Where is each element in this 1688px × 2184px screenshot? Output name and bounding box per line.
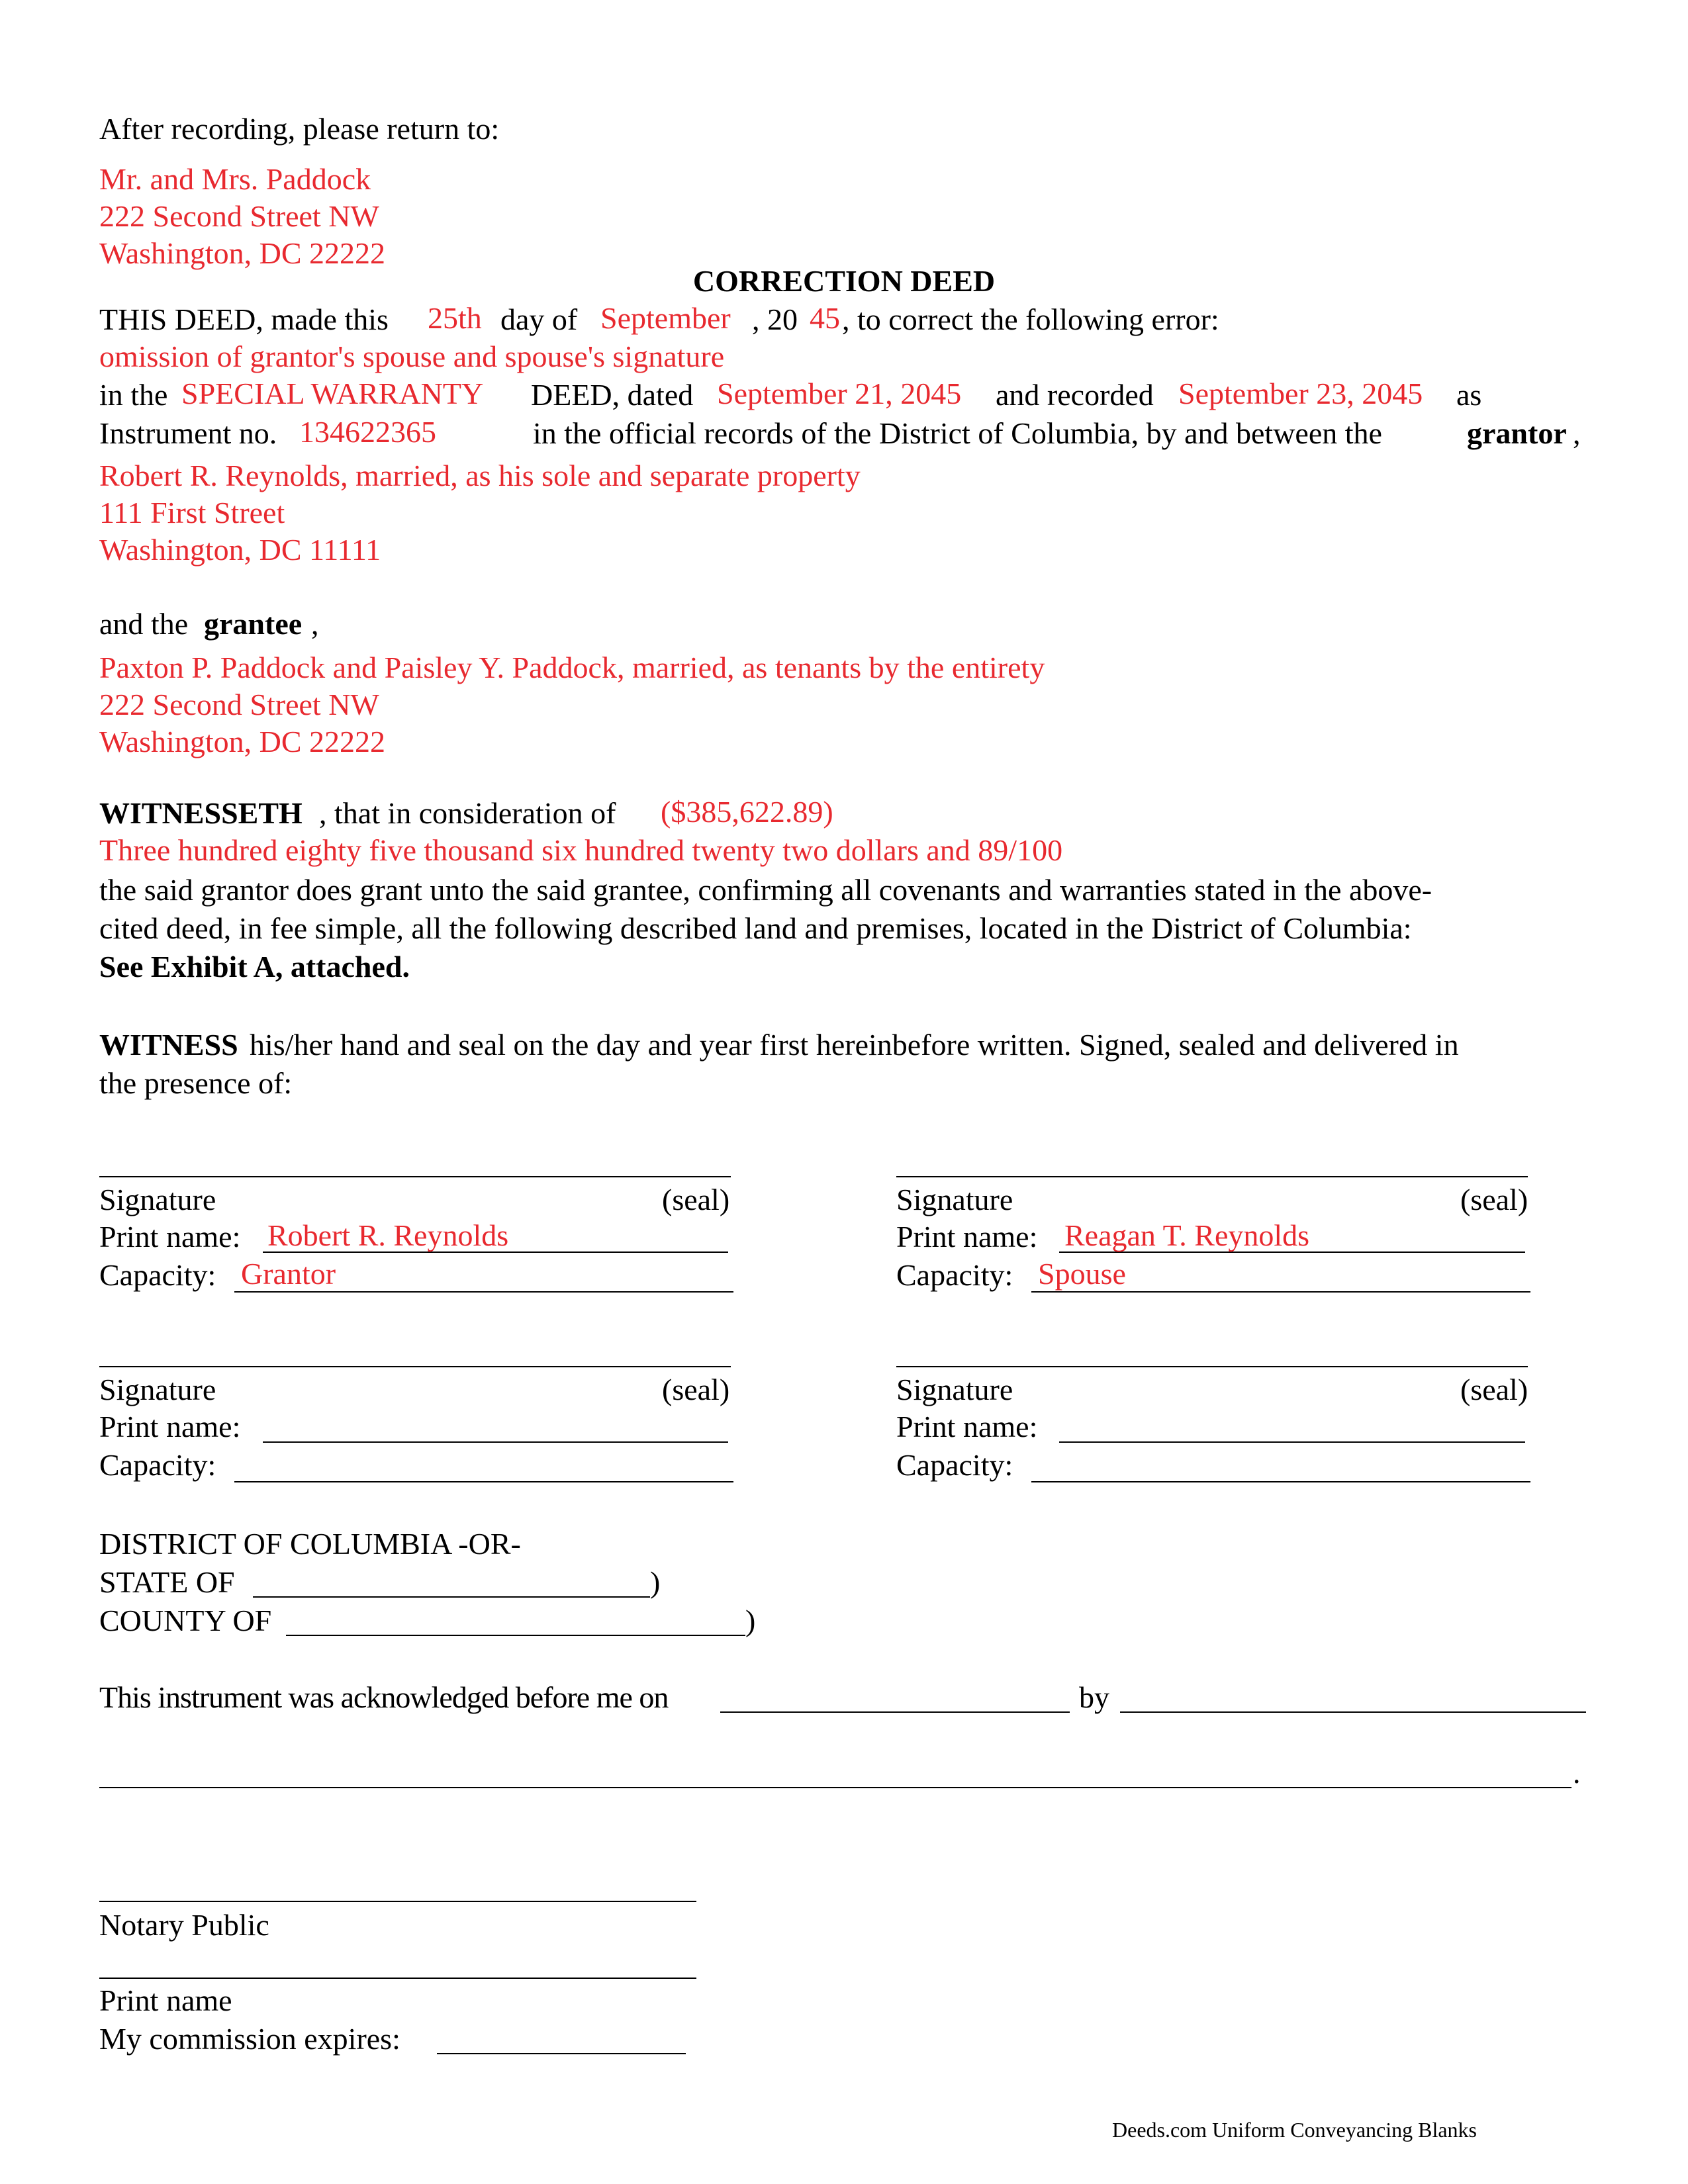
notary-commission-label: My commission expires:: [99, 2022, 400, 2056]
witnesseth-amount-value: ($385,622.89): [661, 795, 833, 829]
intro-instrument-label: Instrument no.: [99, 416, 277, 450]
grantor-name: Robert R. Reynolds, married, as his sole and separate property: [99, 459, 861, 492]
return-to-street: 222 Second Street NW: [99, 199, 379, 233]
print-name-label: Print name:: [99, 1410, 241, 1443]
seal-label: (seal): [662, 1183, 730, 1216]
intro-correct-text: , to correct the following error:: [842, 302, 1219, 336]
capacity-field[interactable]: [234, 1481, 733, 1482]
grantor-street: 111 First Street: [99, 496, 285, 529]
intro-recorded-value: September 23, 2045: [1178, 377, 1423, 410]
grantee-comma: ,: [311, 607, 319, 641]
footer-credit: Deeds.com Uniform Conveyancing Blanks: [1112, 2118, 1477, 2142]
ack-county-label: COUNTY OF: [99, 1604, 272, 1637]
capacity-field[interactable]: [1031, 1481, 1530, 1482]
seal-label: (seal): [1460, 1183, 1528, 1216]
intro-month-value: September: [600, 301, 731, 335]
signature-label: Signature: [896, 1183, 1013, 1216]
notary-commission-field[interactable]: [437, 2053, 686, 2054]
intro-in-the: in the: [99, 378, 168, 412]
notary-public-label: Notary Public: [99, 1908, 269, 1942]
intro-day-value: 25th: [428, 301, 482, 335]
ack-state-paren: ): [650, 1565, 661, 1599]
witnesseth-body-line1: the said grantor does grant unto the said grantee, confirming all covenants and warranties stated in the above-: [99, 873, 1432, 907]
seal-label: (seal): [662, 1373, 730, 1406]
ack-acknowledged-text: This instrument was acknowledged before me on: [99, 1680, 669, 1714]
ack-county-paren: ): [745, 1604, 756, 1637]
grantee-word: grantee: [204, 607, 303, 641]
intro-as: as: [1456, 378, 1482, 412]
intro-official-records: in the official records of the District of Columbia, by and between the: [533, 416, 1382, 450]
signature-line[interactable]: [99, 1176, 731, 1177]
intro-error-value: omission of grantor's spouse and spouse's signature: [99, 340, 725, 373]
intro-year-prefix: , 20: [752, 302, 798, 336]
signature-label: Signature: [896, 1373, 1013, 1406]
ack-by-label: by: [1079, 1680, 1109, 1714]
seal-label: (seal): [1460, 1373, 1528, 1406]
witnesseth-consideration: , that in consideration of: [319, 796, 616, 830]
grantee-street: 222 Second Street NW: [99, 688, 379, 721]
print-name-label: Print name:: [896, 1410, 1038, 1443]
witnesseth-amount-words: Three hundred eighty five thousand six hundred twenty two dollars and 89/100: [99, 833, 1063, 867]
notary-signature-line[interactable]: [99, 1901, 696, 1902]
return-to-label: After recording, please return to:: [99, 112, 500, 146]
intro-day-of: day of: [500, 302, 578, 336]
ack-state-label: STATE OF: [99, 1565, 235, 1599]
ack-district: DISTRICT OF COLUMBIA -OR-: [99, 1527, 521, 1561]
ack-by-field[interactable]: [1120, 1711, 1586, 1713]
witness-word: WITNESS: [99, 1028, 238, 1062]
signature-line[interactable]: [896, 1366, 1528, 1367]
grantor-city: Washington, DC 11111: [99, 533, 381, 567]
witness-line2: the presence of:: [99, 1066, 293, 1100]
intro-and-recorded: and recorded: [996, 378, 1154, 412]
capacity-field[interactable]: [1031, 1291, 1530, 1293]
document-title: CORRECTION DEED: [692, 264, 996, 298]
witnesseth-word: WITNESSETH: [99, 796, 303, 830]
print-name-label: Print name:: [896, 1220, 1038, 1253]
return-to-city: Washington, DC 22222: [99, 236, 386, 270]
notary-print-name-label: Print name: [99, 1983, 232, 2017]
ack-name-field[interactable]: [99, 1787, 1571, 1788]
ack-county-field[interactable]: [286, 1635, 745, 1636]
print-name-field[interactable]: [1059, 1441, 1525, 1443]
signature-label: Signature: [99, 1373, 216, 1406]
signature-line[interactable]: [99, 1366, 731, 1367]
intro-dated-value: September 21, 2045: [717, 377, 962, 410]
capacity-label: Capacity:: [896, 1448, 1013, 1482]
witnesseth-exhibit: See Exhibit A, attached.: [99, 950, 410, 983]
print-name-field[interactable]: [263, 1441, 728, 1443]
grantee-name: Paxton P. Paddock and Paisley Y. Paddock, married, as tenants by the entirety: [99, 651, 1045, 684]
capacity-label: Capacity:: [896, 1258, 1013, 1292]
intro-grantor-comma: ,: [1573, 416, 1581, 450]
grantee-and-the: and the: [99, 607, 189, 641]
witness-line1: his/her hand and seal on the day and year first hereinbefore written. Signed, sealed and delivered in: [250, 1028, 1459, 1062]
return-to-name: Mr. and Mrs. Paddock: [99, 162, 371, 196]
intro-year-value: 45: [810, 301, 840, 335]
capacity-value: Spouse: [1038, 1257, 1126, 1291]
witnesseth-body-line2: cited deed, in fee simple, all the following described land and premises, located in the District of Columbia:: [99, 911, 1412, 945]
ack-date-field[interactable]: [720, 1711, 1070, 1713]
capacity-field[interactable]: [234, 1291, 733, 1293]
signature-line[interactable]: [896, 1176, 1528, 1177]
ack-state-field[interactable]: [253, 1596, 650, 1598]
print-name-label: Print name:: [99, 1220, 241, 1253]
capacity-label: Capacity:: [99, 1258, 216, 1292]
intro-instrument-value: 134622365: [299, 415, 436, 449]
print-name-value: Robert R. Reynolds: [267, 1218, 509, 1252]
intro-deed-type-value: SPECIAL WARRANTY: [181, 377, 484, 410]
intro-deed-dated: DEED, dated: [531, 378, 694, 412]
notary-print-name-line[interactable]: [99, 1978, 696, 1979]
signature-label: Signature: [99, 1183, 216, 1216]
capacity-value: Grantor: [241, 1257, 336, 1291]
ack-period: .: [1573, 1756, 1581, 1790]
intro-this-deed: THIS DEED, made this: [99, 302, 389, 336]
grantee-city: Washington, DC 22222: [99, 725, 386, 758]
intro-grantor-word: grantor: [1467, 416, 1567, 450]
capacity-label: Capacity:: [99, 1448, 216, 1482]
print-name-value: Reagan T. Reynolds: [1064, 1218, 1310, 1252]
